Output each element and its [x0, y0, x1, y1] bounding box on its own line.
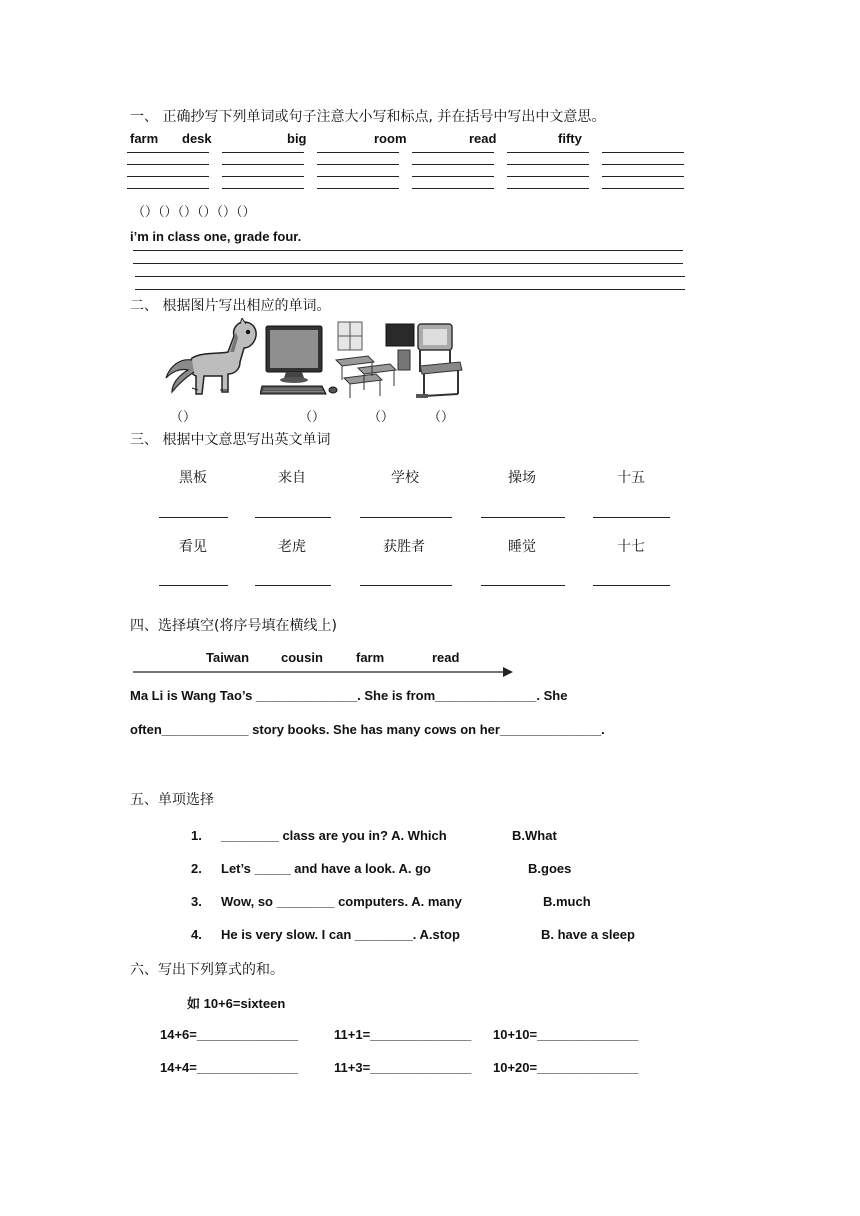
section2-paren-2[interactable]: （） — [299, 410, 326, 425]
answer-blank[interactable] — [360, 517, 452, 518]
word-zh-10: 十七 — [617, 539, 645, 555]
option-cousin: cousin — [281, 650, 323, 665]
question-number: 2. — [191, 861, 202, 876]
question-text[interactable]: He is very slow. I can ________. A.stop — [221, 927, 460, 942]
fill-sentence-1[interactable]: Ma Li is Wang Tao’s ______________. She is from______________. She — [130, 688, 568, 703]
word-zh-8: 获胜者 — [383, 539, 425, 555]
word-zh-2: 来自 — [278, 470, 306, 486]
section1-parens[interactable]: （）（）（）（）（）（） — [132, 205, 256, 220]
answer-blank[interactable] — [593, 517, 670, 518]
question-text[interactable]: Wow, so ________ computers. A. many — [221, 894, 462, 909]
sum-item[interactable]: 14+4=______________ — [160, 1060, 299, 1075]
option-farm: farm — [356, 650, 385, 665]
section2-paren-1[interactable]: （） — [170, 410, 197, 425]
answer-blank[interactable] — [255, 585, 331, 586]
question-text[interactable]: Let’s _____ and have a look. A. go — [221, 861, 431, 876]
word-fifty: fifty — [558, 131, 582, 146]
fill-sentence-2[interactable]: often____________ story books. She has many cows on her______________. — [130, 722, 605, 737]
word-zh-9: 睡觉 — [508, 539, 536, 555]
sum-item[interactable]: 10+20=______________ — [493, 1060, 639, 1075]
computer-icon — [260, 324, 340, 400]
word-zh-7: 老虎 — [278, 539, 306, 555]
section1-heading: 一、 正确抄写下列单词或句子注意大小写和标点, 并在括号中写出中文意思。 — [130, 109, 606, 125]
option-b[interactable]: B. have a sleep — [541, 927, 635, 942]
answer-blank[interactable] — [255, 517, 331, 518]
answer-blank[interactable] — [593, 585, 670, 586]
question-number: 1. — [191, 828, 202, 843]
example-text: 如 10+6=sixteen — [187, 996, 286, 1011]
section2-paren-4[interactable]: （） — [428, 410, 455, 425]
sum-item[interactable]: 14+6=______________ — [160, 1027, 299, 1042]
word-zh-4: 操场 — [508, 470, 536, 486]
section4-heading: 四、选择填空(将序号填在横线上) — [130, 618, 337, 634]
word-zh-3: 学校 — [391, 470, 419, 486]
chair-icon — [414, 322, 464, 400]
word-desk: desk — [182, 131, 212, 146]
section6-heading: 六、写出下列算式的和。 — [130, 962, 284, 978]
word-room: room — [374, 131, 407, 146]
option-b[interactable]: B.goes — [528, 861, 572, 876]
classroom-icon — [334, 320, 416, 400]
sum-item[interactable]: 11+3=______________ — [334, 1060, 472, 1075]
word-read: read — [469, 131, 497, 146]
answer-blank[interactable] — [481, 585, 565, 586]
word-farm: farm — [130, 131, 159, 146]
question-text[interactable]: ________ class are you in? A. Which — [221, 828, 447, 843]
option-read: read — [432, 650, 460, 665]
option-taiwan: Taiwan — [206, 650, 250, 665]
answer-blank[interactable] — [481, 517, 565, 518]
section3-heading: 三、 根据中文意思写出英文单词 — [130, 432, 331, 448]
section2-paren-3[interactable]: （） — [368, 410, 395, 425]
answer-blank[interactable] — [159, 517, 228, 518]
question-number: 3. — [191, 894, 202, 909]
horse-icon — [162, 318, 260, 400]
question-number: 4. — [191, 927, 202, 942]
sum-item[interactable]: 11+1=______________ — [334, 1027, 472, 1042]
word-big: big — [287, 131, 307, 146]
option-b[interactable]: B.What — [512, 828, 557, 843]
answer-blank[interactable] — [159, 585, 228, 586]
word-zh-5: 十五 — [617, 470, 645, 486]
answer-blank[interactable] — [360, 585, 452, 586]
section2-heading: 二、 根据图片写出相应的单词。 — [130, 298, 331, 314]
section5-heading: 五、单项选择 — [130, 792, 214, 808]
sum-item[interactable]: 10+10=______________ — [493, 1027, 639, 1042]
arrow-line — [133, 666, 515, 678]
word-zh-6: 看见 — [179, 539, 207, 555]
option-b[interactable]: B.much — [543, 894, 591, 909]
word-zh-1: 黑板 — [179, 470, 207, 486]
section1-sentence: i’m in class one, grade four. — [130, 229, 302, 244]
